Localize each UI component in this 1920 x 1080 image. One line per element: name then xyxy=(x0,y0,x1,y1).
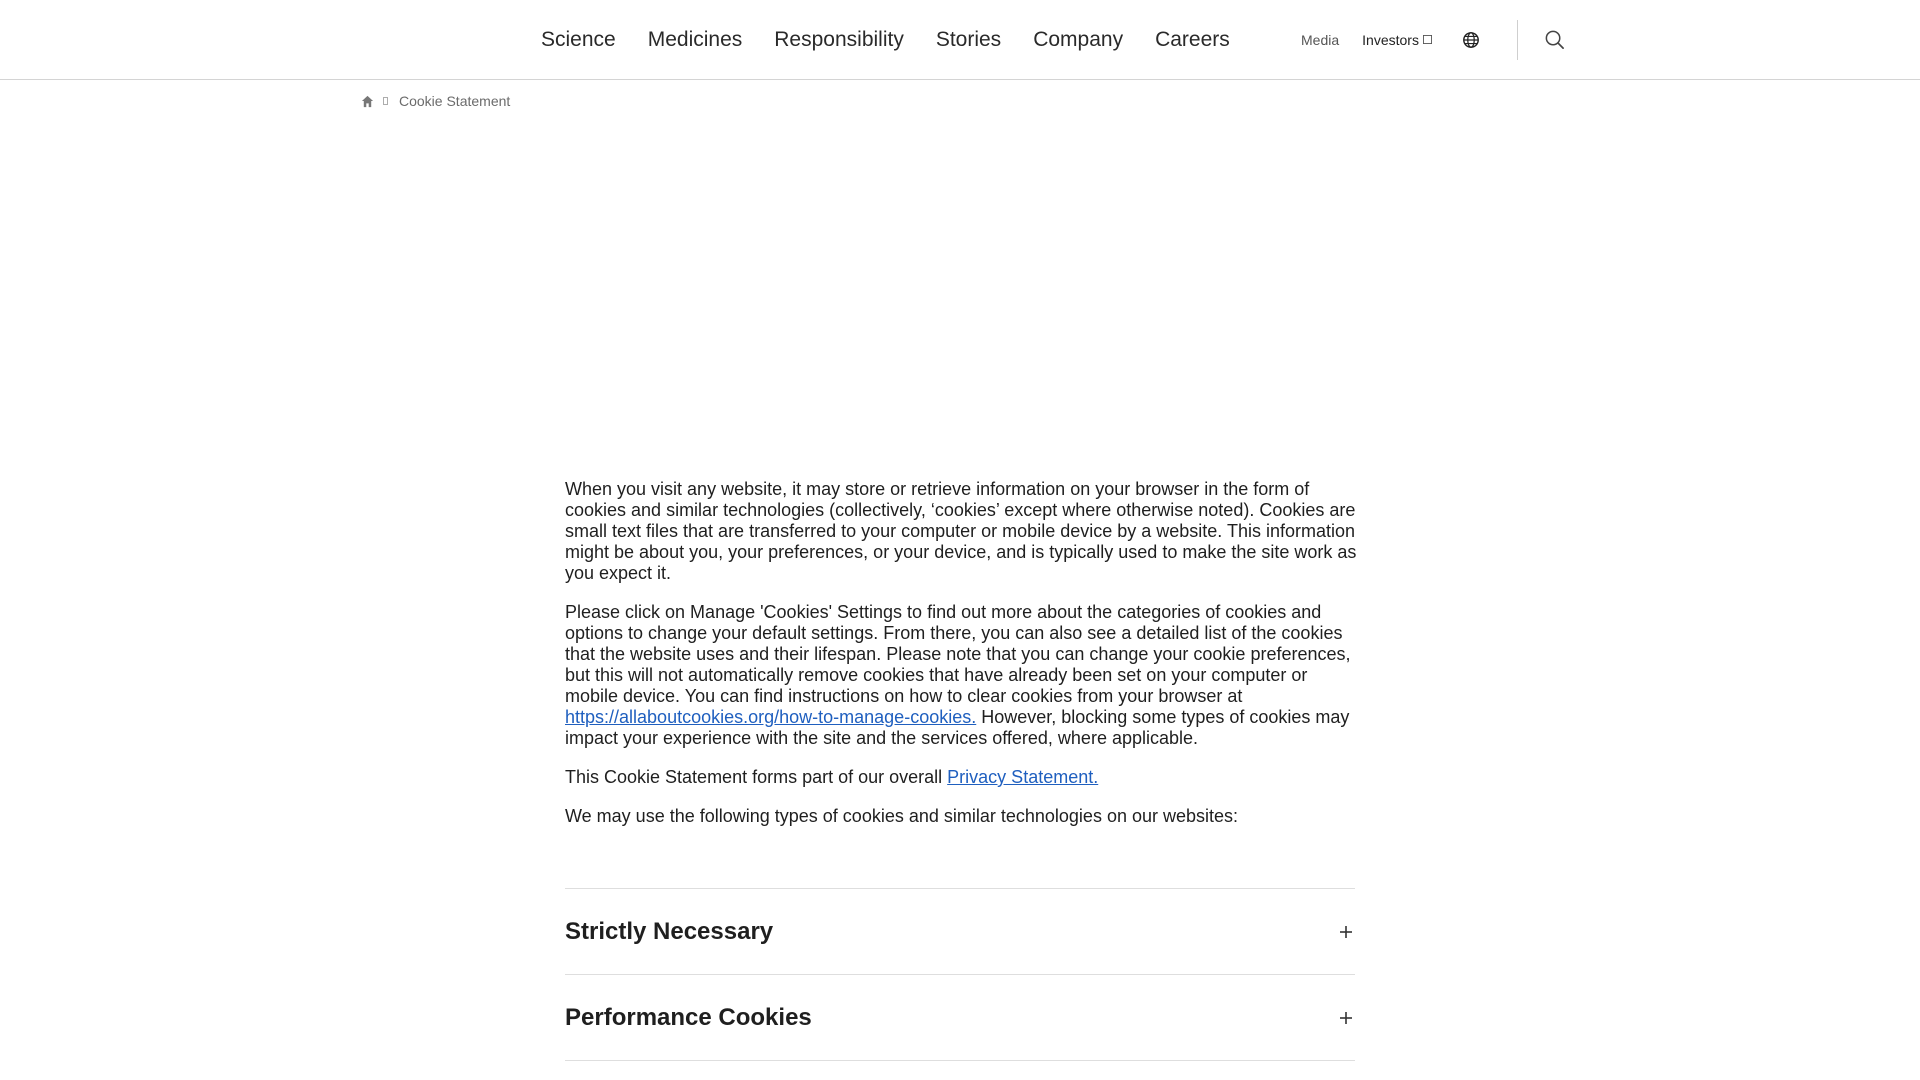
breadcrumb-separator-icon xyxy=(383,97,388,105)
investors-link[interactable] xyxy=(1362,32,1432,48)
nav-careers[interactable]: Careers xyxy=(1155,27,1230,51)
accordion-title: Strictly Necessary xyxy=(565,917,774,945)
breadcrumb xyxy=(361,92,510,110)
external-link-icon xyxy=(1423,35,1432,44)
settings-text-after: However, blocking some types of cookies may impact your experience with the site and the services offered, where applicable. xyxy=(565,707,1350,748)
allaboutcookies-link[interactable]: https://allaboutcookies.org/how-to-manage-cookies. xyxy=(565,707,977,727)
utility-navigation xyxy=(1301,0,1565,79)
site-header xyxy=(0,0,1920,80)
nav-company[interactable]: Company xyxy=(1033,27,1124,51)
accordion-item-performance-cookies[interactable] xyxy=(565,975,1355,1061)
intro-paragraph: When you visit any website, it may store or retrieve information on your browser in the form of cookies and similar technologies (collectively, ‘cookies’ except where otherwise noted). Cookies are small text files that are transferred to your computer or mobile device by a website. This information might be about you, your preferences, or your device, and is typically used to make the site work as you expect it. xyxy=(565,479,1357,583)
media-link[interactable]: Media xyxy=(1301,31,1340,48)
nav-medicines[interactable]: Medicines xyxy=(647,27,743,51)
home-icon[interactable] xyxy=(361,95,374,108)
globe-icon[interactable] xyxy=(1462,31,1480,49)
cookie-types-accordion xyxy=(565,888,1355,1061)
breadcrumb-current: Cookie Statement xyxy=(399,93,511,109)
plus-icon[interactable] xyxy=(1339,1011,1353,1025)
privacy-text-before: This Cookie Statement forms part of our overall xyxy=(565,767,948,787)
nav-stories[interactable]: Stories xyxy=(935,27,1002,51)
accordion-title: Performance Cookies xyxy=(565,1003,812,1031)
investors-label: Investors xyxy=(1362,31,1419,48)
types-paragraph: We may use the following types of cookies and similar technologies on our websites: xyxy=(565,806,1239,826)
privacy-paragraph xyxy=(565,767,1357,788)
nav-responsibility[interactable]: Responsibility xyxy=(774,27,904,51)
header-divider xyxy=(1517,20,1518,60)
settings-paragraph xyxy=(565,602,1357,749)
accordion-item-strictly-necessary[interactable] xyxy=(565,889,1355,975)
main-navigation xyxy=(541,0,1262,79)
search-icon[interactable] xyxy=(1544,29,1565,50)
nav-science[interactable]: Science xyxy=(541,27,616,51)
settings-text-before: Please click on Manage 'Cookies' Settings to find out more about the categories of cookies and options to change your default settings. From there, you can also see a detailed list of the cookies that the website uses and their lifespan. Please note that you can change your cookie preferences, but this will not automatically remove cookies that have already been set on your computer or mobile device. You can find instructions on how to clear cookies from your browser at xyxy=(565,602,1351,706)
cookie-statement-content xyxy=(565,479,1357,845)
plus-icon[interactable] xyxy=(1339,925,1353,939)
privacy-statement-link[interactable]: Privacy Statement. xyxy=(947,767,1099,787)
